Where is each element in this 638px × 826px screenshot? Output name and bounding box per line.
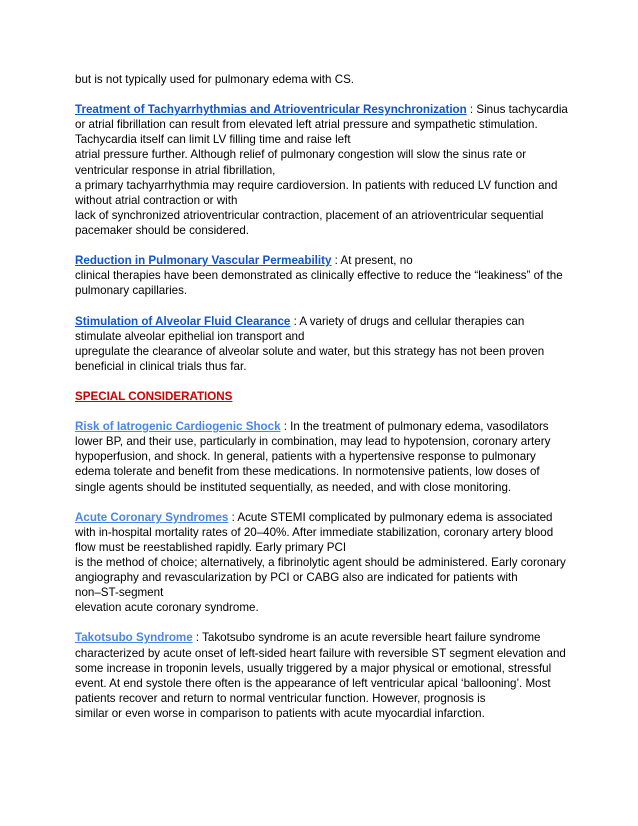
paragraph-text: lower BP, and their use, particularly in combination, may lead to hypotension, coronary artery [75,435,551,449]
paragraph-text: hypoperfusion, and shock. In general, patients with a hypertensive response to pulmonary [75,450,536,464]
intro-paragraph [75,72,575,87]
heading-takotsubo-link[interactable]: Takotsubo Syndrome [75,631,193,645]
heading-acute-coronary-link[interactable]: Acute Coronary Syndromes [75,510,229,524]
paragraph-tachyarrhythmias [75,102,575,238]
paragraph-text: : Acute STEMI complicated by pulmonary edema is associated [228,510,553,524]
paragraph-text: ventricular response in atrial fibrillation, [75,163,276,177]
special-considerations-section [75,389,575,404]
paragraph-text: : Sinus tachycardia [466,103,568,117]
heading-alveolar-clearance-link[interactable]: Stimulation of Alveolar Fluid Clearance [75,314,291,328]
paragraph-text: characterized by acute onset of left-sided heart failure with reversible ST segment elevation and [75,646,566,660]
heading-tachyarrhythmias-link[interactable]: Treatment of Tachyarrhythmias and Atrioventricular Resynchronization [75,103,467,117]
paragraph-iatrogenic-shock [75,419,575,494]
paragraph-takotsubo [75,630,575,721]
paragraph-text: patients recover and return to normal ventricular function. However, prognosis is [75,691,486,705]
paragraph-text: pulmonary capillaries. [75,284,188,298]
paragraph-text: elevation acute coronary syndrome. [75,601,259,615]
paragraph-text: edema tolerate and benefit from these medications. In normotensive patients, low doses of [75,465,540,479]
paragraph-text: Tachycardia itself can limit LV filling time and raise left [75,133,351,147]
paragraph-text: a primary tachyarrhythmia may require cardioversion. In patients with reduced LV function and [75,178,558,192]
paragraph-text: : Takotsubo syndrome is an acute reversible heart failure syndrome [192,631,541,645]
paragraph-text: : In the treatment of pulmonary edema, vasodilators [280,420,549,434]
heading-iatrogenic-shock-link[interactable]: Risk of Iatrogenic Cardiogenic Shock [75,420,281,434]
paragraph-text: without atrial contraction or with [75,193,238,207]
paragraph-text: atrial pressure further. Although relief of pulmonary congestion will slow the sinus rate or [75,148,527,162]
paragraph-text: angiography and revascularization by PCI or CABG also are indicated for patients with [75,571,518,585]
paragraph-permeability [75,253,575,298]
paragraph-text: beneficial in clinical trials thus far. [75,359,247,373]
paragraph-text: flow must be reestablished rapidly. Early primary PCI [75,540,347,554]
paragraph-text: stimulate alveolar epithelial ion transport and [75,329,305,343]
paragraph-text: clinical therapies have been demonstrated as clinically effective to reduce the “leakiness” of the [75,269,563,283]
document-body [75,72,575,736]
paragraph-text: non–ST-segment [75,586,164,600]
paragraph-text: event. At end systole there often is the appearance of left ventricular apical ‘ballooning’. Most [75,676,551,690]
section-heading[interactable]: SPECIAL CONSIDERATIONS [75,389,233,403]
paragraph-text: is the method of choice; alternatively, a fibrinolytic agent should be administered. Early coronary [75,556,566,569]
paragraph-text: : A variety of drugs and cellular therapies can [290,314,525,328]
paragraph-text: single agents should be instituted sequentially, as needed, and with close monitoring. [75,480,512,494]
intro-line: but is not typically used for pulmonary edema with CS. [75,73,355,86]
paragraph-acute-coronary [75,510,575,616]
heading-permeability-link[interactable]: Reduction in Pulmonary Vascular Permeability [75,254,332,268]
paragraph-text: : At present, no [331,254,413,268]
paragraph-alveolar-clearance [75,314,575,374]
paragraph-text: or atrial fibrillation can result from elevated left atrial pressure and sympathetic stimulation. [75,118,538,132]
paragraph-text: with in-hospital mortality rates of 20–40%. After immediate stabilization, coronary artery blood [75,525,554,539]
paragraph-text: some increase in troponin levels, usually triggered by a major physical or emotional, stressful [75,661,552,675]
paragraph-text: upregulate the clearance of alveolar solute and water, but this strategy has not been proven [75,344,545,358]
paragraph-text: lack of synchronized atrioventricular contraction, placement of an atrioventricular sequential [75,208,544,222]
paragraph-text: pacemaker should be considered. [75,223,250,237]
paragraph-text: similar or even worse in comparison to patients with acute myocardial infarction. [75,706,485,720]
